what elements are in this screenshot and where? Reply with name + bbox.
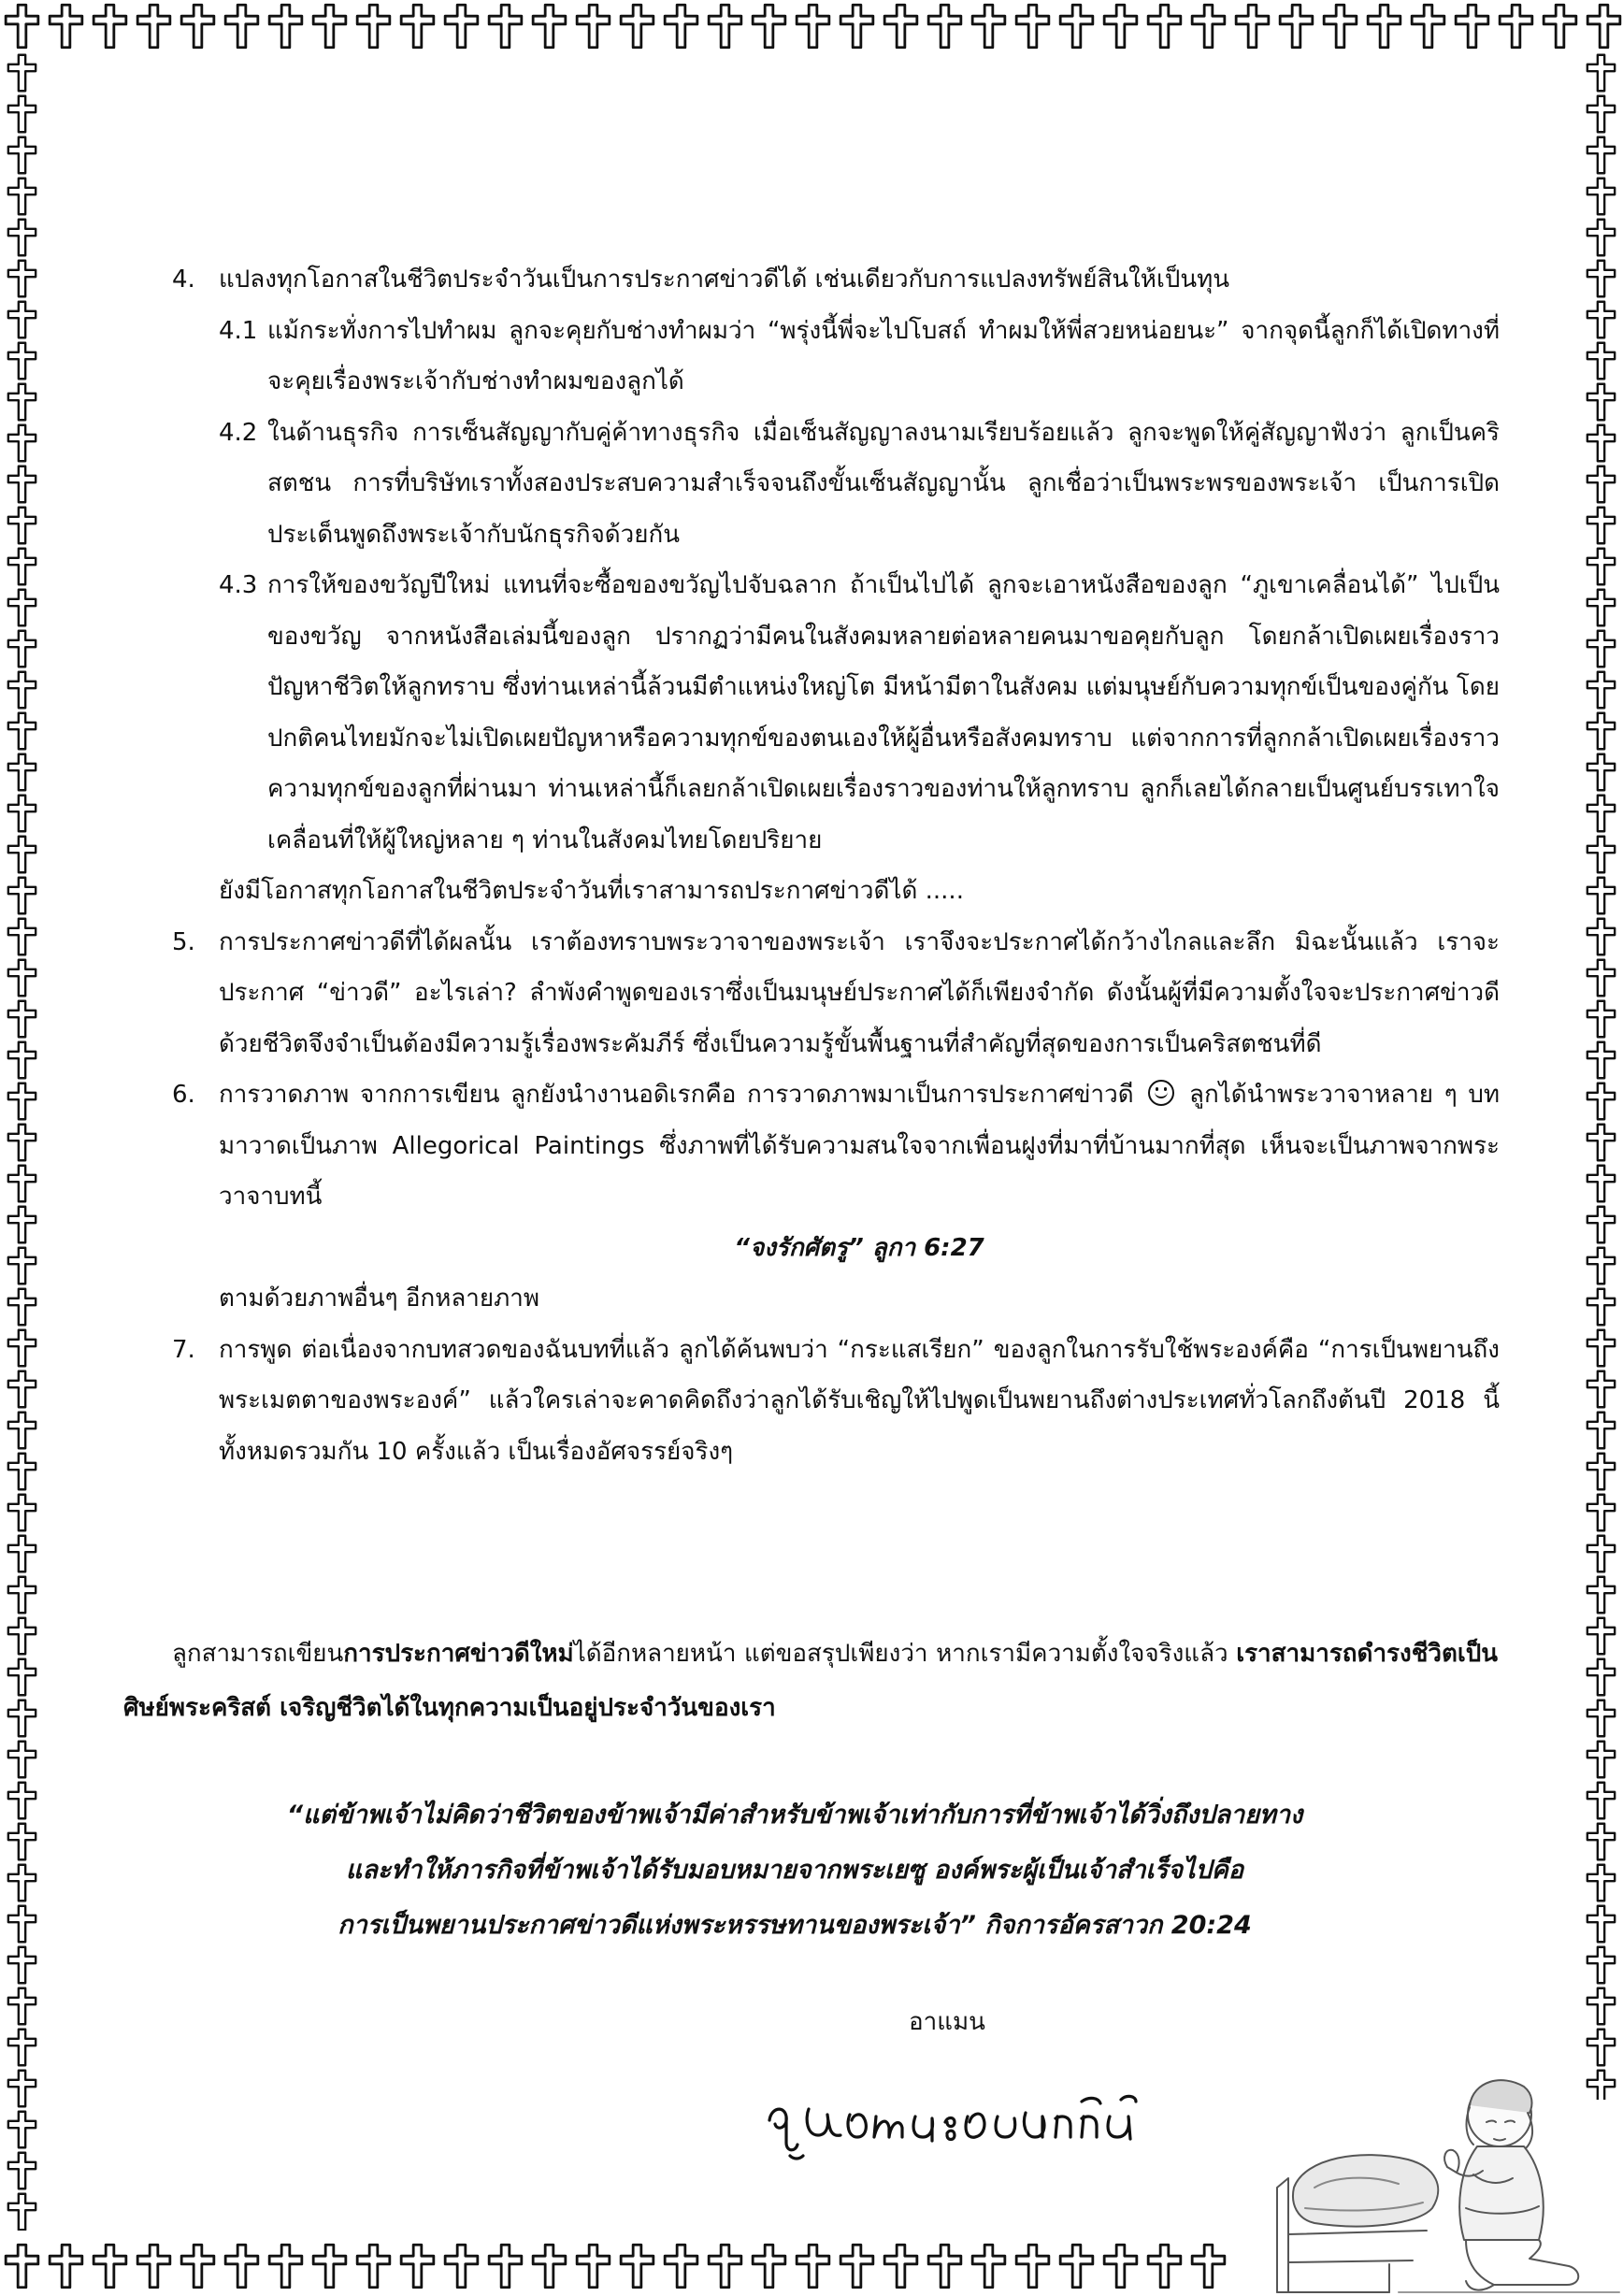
border-left — [0, 52, 44, 2231]
cross-icon — [0, 587, 44, 628]
cross-icon — [1055, 2, 1099, 50]
cross-icon — [1579, 1615, 1623, 1657]
cross-icon — [0, 135, 44, 176]
cross-icon — [0, 2150, 44, 2191]
cross-icon — [1579, 752, 1623, 793]
cross-icon — [1450, 2, 1494, 50]
sub-item-4-3 — [219, 560, 1500, 866]
summary-text-2: ได้อีกหลายหน้า แต่ขอสรุปเพียงว่า หากเรามีความตั้งใจจริงแล้ว — [573, 1640, 1237, 1668]
cross-icon — [1579, 1081, 1623, 1122]
cross-icon — [0, 2242, 44, 2290]
cross-icon — [0, 1369, 44, 1410]
cross-icon — [659, 2, 703, 50]
cross-icon — [0, 464, 44, 505]
cross-icon — [264, 2, 308, 50]
cross-icon — [0, 340, 44, 381]
cross-icon — [220, 2242, 264, 2290]
cross-icon — [747, 2, 791, 50]
cross-icon — [483, 2, 527, 50]
cross-icon — [1579, 1862, 1623, 1903]
cross-icon — [0, 1040, 44, 1081]
cross-icon — [0, 752, 44, 793]
cross-icon — [0, 1862, 44, 1903]
item-4-closing: ยังมีโอกาสทุกโอกาสในชีวิตประจำวันที่เราสามารถประกาศข่าวดีได้ ..... — [219, 877, 964, 905]
cross-icon — [835, 2, 879, 50]
cross-icon — [1579, 1040, 1623, 1081]
cross-icon — [879, 2242, 923, 2290]
cross-icon — [1579, 998, 1623, 1040]
cross-icon — [879, 2, 923, 50]
cross-icon — [1579, 916, 1623, 957]
cross-icon — [1579, 1821, 1623, 1862]
cross-icon — [0, 299, 44, 340]
item-text-part-a: การวาดภาพ จากการเขียน ลูกยังนำงานอดิเรกคือ การวาดภาพมาเป็นการประกาศข่าวดี — [219, 1081, 1134, 1109]
item-text: การประกาศข่าวดีที่ได้ผลนั้น เราต้องทราบพระวาจาของพระเจ้า เราจึงจะประกาศได้กว้างไกลและลึก มิฉะนั้นแล้ว เราจะประกาศ “ข่าวดี” อะไรเล่า? ลำพังคำพูดของเราซึ่งเป็นมนุษย์ประกาศได้ก็เพียงจำกัด ดังนั้นผู้ที่มีความตั้งใจจะประกาศข่าวดีด้วยชีวิตจึงจำเป็นต้องมีความรู้เรื่องพระคัมภีร์ ซึ่งเป็นความรู้ขั้นพื้นฐานที่สำคัญที่สุดของการเป็นคริสตชนที่ดี — [219, 927, 1500, 1058]
cross-icon — [1494, 2, 1538, 50]
cross-icon — [0, 1533, 44, 1574]
cross-icon — [0, 1944, 44, 1986]
cross-icon — [1579, 423, 1623, 464]
cross-icon — [1406, 2, 1450, 50]
item-number: 7. — [172, 1335, 195, 1364]
cross-icon — [0, 1780, 44, 1821]
quote-line-1: “แต่ข้าพเจ้าไม่คิดว่าชีวิตของข้าพเจ้ามีค่าสำหรับข้าพเจ้าเท่ากับการที่ข้าพเจ้าได้วิ่งถึงปลายทาง — [286, 1801, 1303, 1830]
cross-icon — [1579, 1533, 1623, 1574]
cross-icon — [0, 52, 44, 93]
cross-icon — [439, 2242, 483, 2290]
cross-icon — [0, 1615, 44, 1657]
cross-icon — [1579, 875, 1623, 916]
item-number: 6. — [172, 1081, 195, 1109]
cross-icon — [1579, 217, 1623, 258]
cross-icon — [527, 2, 571, 50]
praying-child-drawing — [1249, 2047, 1623, 2296]
cross-icon — [0, 381, 44, 423]
cross-icon — [0, 1122, 44, 1163]
cross-icon — [0, 1410, 44, 1451]
cross-icon — [0, 258, 44, 299]
cross-icon — [483, 2242, 527, 2290]
cross-icon — [1318, 2, 1362, 50]
sub-item-4-2 — [219, 408, 1500, 561]
cross-icon — [1579, 299, 1623, 340]
cross-icon — [0, 2191, 44, 2231]
cross-icon — [0, 1163, 44, 1204]
cross-icon — [1274, 2, 1318, 50]
cross-icon — [1099, 2242, 1142, 2290]
cross-icon — [132, 2, 176, 50]
cross-icon — [1230, 2, 1274, 50]
cross-icon — [308, 2242, 352, 2290]
cross-icon — [1579, 669, 1623, 710]
cross-icon — [352, 2242, 395, 2290]
cross-icon — [308, 2, 352, 50]
cross-icon — [0, 423, 44, 464]
cross-icon — [1579, 1698, 1623, 1739]
main-content — [172, 254, 1500, 1477]
cross-icon — [1579, 1739, 1623, 1780]
cross-icon — [1142, 2, 1186, 50]
cross-icon — [132, 2242, 176, 2290]
cross-icon — [1579, 957, 1623, 998]
cross-icon — [1579, 1122, 1623, 1163]
cross-icon — [44, 2, 88, 50]
summary-text-1: ลูกสามารถเขียน — [172, 1640, 344, 1668]
cross-icon — [1186, 2242, 1230, 2290]
cross-icon — [88, 2, 132, 50]
sub-item-4-1 — [219, 306, 1500, 408]
cross-icon — [0, 669, 44, 710]
item-number: 5. — [172, 927, 195, 956]
cross-icon — [1579, 258, 1623, 299]
cross-icon — [923, 2, 967, 50]
cross-icon — [1579, 135, 1623, 176]
cross-icon — [659, 2242, 703, 2290]
cross-icon — [1579, 1451, 1623, 1492]
cross-icon — [0, 505, 44, 546]
cross-icon — [1579, 464, 1623, 505]
border-bottom — [0, 2242, 1243, 2290]
cross-icon — [0, 1657, 44, 1698]
sub-item-text: แม้กระทั่งการไปทำผม ลูกจะคุยกับช่างทำผมว่า “พรุ่งนี้พี่จะไปโบสถ์ ทำผมให้พี่สวยหน่อยนะ” จากจุดนี้ลูกก็ได้เปิดทางที่จะคุยเรื่องพระเจ้ากับช่างทำผมของลูกได้ — [267, 316, 1500, 395]
cross-icon — [0, 1492, 44, 1533]
cross-icon — [1579, 1657, 1623, 1698]
summary-bold-2: เราสามารถดำรงชีวิตเป็นศิษย์พระคริสต์ เจริญชีวิตได้ในทุกความเป็นอยู่ประจำวันของเรา — [123, 1640, 1498, 1722]
cross-icon — [264, 2242, 308, 2290]
cross-icon — [395, 2242, 439, 2290]
cross-icon — [1099, 2, 1142, 50]
cross-icon — [1579, 1286, 1623, 1327]
cross-icon — [1579, 546, 1623, 587]
cross-icon — [0, 1081, 44, 1122]
cross-icon — [0, 1327, 44, 1369]
cross-icon — [1579, 381, 1623, 423]
cross-icon — [1579, 93, 1623, 135]
cross-icon — [967, 2242, 1011, 2290]
cross-icon — [1579, 1903, 1623, 1944]
item-text-part-b: ลูกได้นำพระวาจาหลาย ๆ บทมาวาดเป็นภาพ Allegorical Paintings ซึ่งภาพที่ได้รับความสนใจจากเพื่อนฝูงที่มาที่บ้านมากที่สุด เห็นจะเป็นภาพจากพระวาจาบทนี้ — [219, 1081, 1501, 1211]
cross-icon — [0, 217, 44, 258]
cross-icon — [0, 875, 44, 916]
list-item-7 — [172, 1325, 1500, 1478]
cross-icon — [1579, 710, 1623, 752]
cross-icon — [88, 2242, 132, 2290]
cross-icon — [1582, 2, 1623, 50]
sub-item-number: 4.2 — [219, 418, 258, 447]
cross-icon — [220, 2, 264, 50]
cross-icon — [0, 1204, 44, 1245]
cross-icon — [571, 2, 615, 50]
cross-icon — [0, 1451, 44, 1492]
cross-icon — [703, 2242, 747, 2290]
amen-text: อาแมน — [909, 2008, 985, 2036]
cross-icon — [1579, 834, 1623, 875]
handwritten-signature — [762, 2062, 1145, 2174]
cross-icon — [0, 916, 44, 957]
item-text: แปลงทุกโอกาสในชีวิตประจำวันเป็นการประกาศข่าวดีได้ เช่นเดียวกับการแปลงทรัพย์สินให้เป็นทุน — [219, 265, 1230, 294]
sub-item-text: ในด้านธุรกิจ การเซ็นสัญญากับคู่ค้าทางธุรกิจ เมื่อเซ็นสัญญาลงนามเรียบร้อยแล้ว ลูกจะพูดให้คู่สัญญาฟังว่า ลูกเป็นคริสตชน การที่บริษัทเราทั้งสองประสบความสำเร็จจนถึงขั้นเซ็นสัญญานั้น ลูกเชื่อว่าเป็นพระพรของพระเจ้า เป็นการเปิดประเด็นพูดถึงพระเจ้ากับนักธุรกิจด้วยกัน — [267, 418, 1500, 549]
summary-paragraph — [123, 1627, 1498, 1735]
cross-icon — [352, 2, 395, 50]
cross-icon — [0, 710, 44, 752]
cross-icon — [0, 957, 44, 998]
cross-icon — [0, 1245, 44, 1286]
cross-icon — [1579, 1245, 1623, 1286]
bible-verse: “จงรักศัตรู” ลูกา 6:27 — [734, 1233, 984, 1262]
cross-icon — [0, 2068, 44, 2109]
cross-icon — [1186, 2, 1230, 50]
scripture-quote — [168, 1787, 1421, 1953]
item-6-closing: ตามด้วยภาพอื่นๆ อีกหลายภาพ — [219, 1284, 539, 1313]
summary-bold-1: การประกาศข่าวดีใหม่ — [343, 1640, 574, 1668]
sub-item-number: 4.1 — [219, 316, 258, 345]
cross-icon — [0, 998, 44, 1040]
cross-icon — [1579, 1986, 1623, 2027]
quote-line-2: และทำให้ภารกิจที่ข้าพเจ้าได้รับมอบหมายจากพระเยซู องค์พระผู้เป็นเจ้าสำเร็จไปคือ — [345, 1856, 1244, 1885]
cross-icon — [703, 2, 747, 50]
cross-icon — [1579, 1492, 1623, 1533]
cross-icon — [835, 2242, 879, 2290]
cross-icon — [1579, 1780, 1623, 1821]
list-item-4 — [172, 254, 1500, 306]
item-number: 4. — [172, 265, 195, 294]
cross-icon — [0, 1739, 44, 1780]
sub-item-number: 4.3 — [219, 571, 258, 599]
cross-icon — [44, 2242, 88, 2290]
cross-icon — [0, 2109, 44, 2150]
cross-icon — [1579, 1204, 1623, 1245]
border-top — [0, 2, 1623, 50]
cross-icon — [1579, 1944, 1623, 1986]
cross-icon — [527, 2242, 571, 2290]
cross-icon — [176, 2, 220, 50]
cross-icon — [615, 2242, 659, 2290]
cross-icon — [0, 1286, 44, 1327]
cross-icon — [1579, 1369, 1623, 1410]
cross-icon — [0, 2027, 44, 2068]
sub-item-text: การให้ของขวัญปีใหม่ แทนที่จะซื้อของขวัญไปจับฉลาก ถ้าเป็นไปได้ ลูกจะเอาหนังสือของลูก “ภูเขาเคลื่อนได้” ไปเป็นของขวัญ จากหนังสือเล่มนี้ของลูก ปรากฏว่ามีคนในสังคมหลายต่อหลายคนมาขอคุยกับลูก โดยกล้าเปิดเผยเรื่องราวปัญหาชีวิตให้ลูกทราบ ซึ่งท่านเหล่านี้ล้วนมีตำแหน่งใหญ่โต มีหน้ามีตาในสังคม แต่มนุษย์กับความทุกข์เป็นของคู่กัน โดยปกติคนไทยมักจะไม่เปิดเผยปัญหาหรือความทุกข์ของตนเองให้ผู้อื่นหรือสังคมทราบ แต่จากการที่ลูกกล้าเปิดเผยเรื่องราวความทุกข์ของลูกที่ผ่านมา ท่านเหล่านี้ก็เลยกล้าเปิดเผยเรื่องราวของท่านให้ลูกทราบ ลูกก็เลยได้กลายเป็นศูนย์บรรเทาใจเคลื่อนที่ให้ผู้ใหญ่หลาย ๆ ท่านในสังคมไทยโดยปริยาย — [267, 571, 1500, 854]
cross-icon — [0, 93, 44, 135]
cross-icon — [439, 2, 483, 50]
cross-icon — [395, 2, 439, 50]
cross-icon — [1055, 2242, 1099, 2290]
cross-icon — [923, 2242, 967, 2290]
cross-icon — [791, 2, 835, 50]
cross-icon — [1579, 1327, 1623, 1369]
cross-icon — [0, 1821, 44, 1862]
cross-icon — [0, 2, 44, 50]
cross-icon — [571, 2242, 615, 2290]
cross-icon — [0, 1698, 44, 1739]
cross-icon — [791, 2242, 835, 2290]
cross-icon — [747, 2242, 791, 2290]
cross-icon — [1579, 1574, 1623, 1615]
cross-icon — [1579, 587, 1623, 628]
cross-icon — [176, 2242, 220, 2290]
item-text: การพูด ต่อเนื่องจากบทสวดของฉันบทที่แล้ว ลูกได้ค้นพบว่า “กระแสเรียก” ของลูกในการรับใช้พระองค์คือ “การเป็นพยานถึงพระเมตตาของพระองค์” แล้วใครเล่าจะคาดคิดถึงว่าลูกได้รับเชิญให้ไปพูดเป็นพยานถึงต่างประเทศทั่วโลกถึงต้นปี 2018 นี้ ทั้งหมดรวมกัน 10 ครั้งแล้ว เป็นเรื่องอัศจรรย์จริงๆ — [219, 1335, 1500, 1466]
list-item-5 — [172, 917, 1500, 1070]
cross-icon — [1011, 2, 1055, 50]
cross-icon — [1362, 2, 1406, 50]
cross-icon — [0, 793, 44, 834]
quote-line-3: การเป็นพยานประกาศข่าวดีแห่งพระหรรษทานของพระเจ้า” กิจการอัครสาวก 20:24 — [338, 1911, 1252, 1940]
cross-icon — [0, 834, 44, 875]
cross-icon — [0, 546, 44, 587]
cross-icon — [0, 1986, 44, 2027]
list-item-6 — [172, 1069, 1500, 1223]
cross-icon — [1579, 52, 1623, 93]
border-right — [1579, 52, 1623, 2100]
cross-icon — [0, 1574, 44, 1615]
cross-icon — [1579, 176, 1623, 217]
cross-icon — [0, 176, 44, 217]
cross-icon — [1579, 1410, 1623, 1451]
cross-icon — [615, 2, 659, 50]
cross-icon — [967, 2, 1011, 50]
cross-icon — [1011, 2242, 1055, 2290]
cross-icon — [0, 628, 44, 669]
cross-icon — [1579, 628, 1623, 669]
cross-icon — [1142, 2242, 1186, 2290]
smiley-icon — [1148, 1080, 1174, 1106]
item-text — [219, 1069, 1500, 1223]
cross-icon — [1538, 2, 1582, 50]
cross-icon — [1579, 793, 1623, 834]
cross-icon — [0, 1903, 44, 1944]
cross-icon — [1579, 505, 1623, 546]
cross-icon — [1579, 340, 1623, 381]
cross-icon — [1579, 1163, 1623, 1204]
